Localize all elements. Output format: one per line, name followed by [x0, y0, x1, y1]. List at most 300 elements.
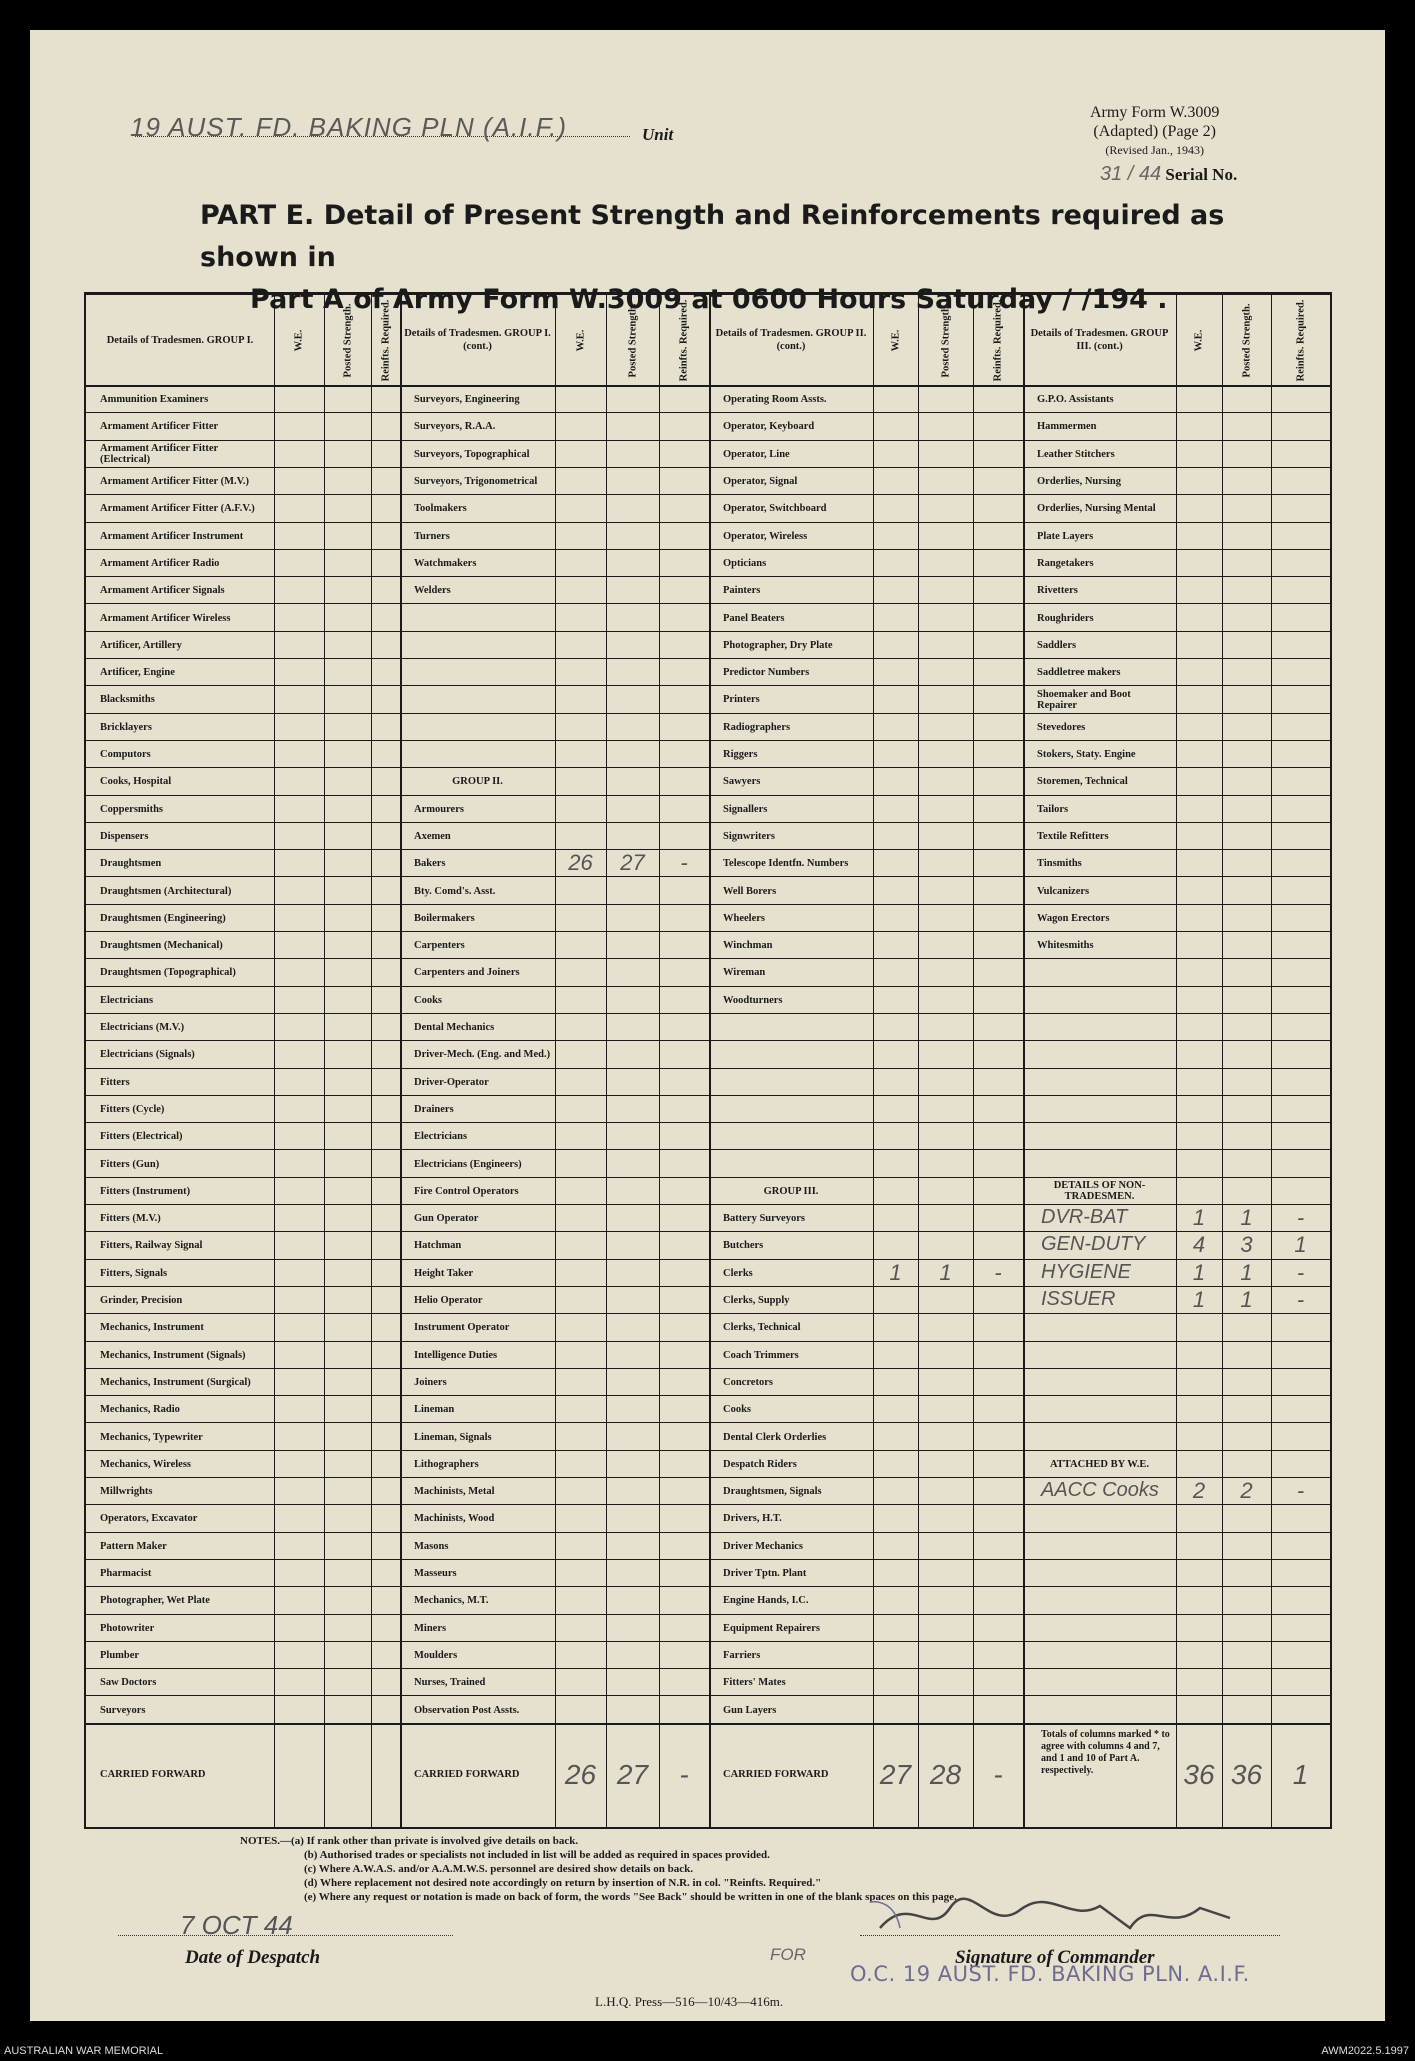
row-label: Turners — [414, 530, 450, 542]
unit-label: Unit — [642, 125, 674, 144]
row-label: Carpenters — [414, 940, 465, 952]
row-label: Rangetakers — [1037, 557, 1094, 569]
column-header-reinfts — [1271, 295, 1330, 385]
header-rule — [86, 385, 1330, 387]
row-label: Mechanics, Wireless — [100, 1458, 191, 1470]
row-label: Orderlies, Nursing Mental — [1037, 503, 1156, 515]
signature-line — [860, 1935, 1280, 1936]
row-label: Signallers — [723, 803, 768, 815]
row-label: Tailors — [1037, 803, 1069, 815]
row-label: Fitters (M.V.) — [100, 1213, 161, 1225]
row-label: Mechanics, Typewriter — [100, 1431, 203, 1443]
row-label: Leather Stitchers — [1037, 448, 1115, 460]
row-rule — [86, 1668, 1330, 1669]
column-rule — [873, 295, 874, 1827]
row-label: Photographer, Wet Plate — [100, 1595, 210, 1607]
row-label: Lithographers — [414, 1458, 479, 1470]
column-rule — [400, 295, 402, 1827]
column-header-text: Reinfts. Required. — [678, 299, 690, 381]
row-label: Battery Surveyors — [723, 1213, 805, 1225]
row-label: Electricians (Signals) — [100, 1049, 195, 1061]
footer-reinfts: 1 — [1292, 1758, 1309, 1790]
title-line-2: Part A of Army Form W.3009 at 0600 Hours Saturday / /194 . — [250, 284, 1168, 315]
row-rule — [86, 822, 1330, 823]
row-label: Wireman — [723, 967, 766, 979]
column-header-text: Posted Strength. — [940, 303, 952, 377]
row-rule — [86, 1450, 1330, 1451]
row-label: Armament Artificer Fitter (M.V.) — [100, 476, 249, 488]
archive-id: AWM2022.5.1997 — [1321, 2045, 1409, 2057]
row-label: Draughtsmen (Mechanical) — [100, 940, 223, 952]
row-rule — [86, 904, 1330, 905]
row-label: Mechanics, M.T. — [414, 1595, 489, 1607]
serial-label: Serial No. — [1165, 165, 1238, 184]
row-label: Nurses, Trained — [414, 1677, 486, 1689]
despatch-date-handwritten: 7 OCT 44 — [180, 1910, 293, 1940]
row-rule — [86, 876, 1330, 877]
row-label: Masseurs — [414, 1568, 457, 1580]
handwritten-posted: 3 — [1240, 1232, 1253, 1258]
row-label: Lineman — [414, 1404, 455, 1416]
row-label: Printers — [723, 694, 760, 706]
row-label: Driver Mechanics — [723, 1540, 803, 1552]
row-rule — [86, 986, 1330, 987]
handwritten-we: 2 — [1192, 1478, 1206, 1503]
row-label: Clerks — [723, 1267, 753, 1279]
column-header-text: W.E. — [293, 329, 305, 351]
row-rule — [86, 522, 1330, 523]
row-label: Surveyors, Trigonometrical — [414, 476, 538, 488]
column-rule — [1222, 295, 1223, 1827]
row-label: Painters — [723, 585, 761, 597]
row-label: Draughtsmen, Signals — [723, 1486, 822, 1498]
row-label: Drainers — [414, 1103, 454, 1115]
column-rule — [274, 295, 275, 1827]
row-label: Hatchman — [414, 1240, 462, 1252]
column-header-posted — [918, 295, 973, 385]
row-rule — [86, 713, 1330, 714]
row-label: Opticians — [723, 557, 767, 569]
row-label: Radiographers — [723, 721, 791, 733]
row-label: Surveyors — [100, 1704, 146, 1716]
column-rule — [371, 295, 372, 1827]
row-label: Carpenters and Joiners — [414, 967, 520, 979]
row-label: Telescope Identfn. Numbers — [723, 858, 849, 870]
non-tradesman-name: DVR-BAT — [1041, 1206, 1128, 1228]
row-label: Armament Artificer Wireless — [100, 612, 231, 624]
row-label: Intelligence Duties — [414, 1349, 498, 1361]
footer-posted: 27 — [616, 1758, 649, 1790]
column-header-text: Posted Strength. — [342, 303, 354, 377]
row-label: Engine Hands, I.C. — [723, 1595, 809, 1607]
row-rule — [86, 1368, 1330, 1369]
row-label: Blacksmiths — [100, 694, 155, 706]
row-label: Fitters (Instrument) — [100, 1185, 191, 1197]
row-label: Mechanics, Instrument (Signals) — [100, 1349, 246, 1361]
form-revised: (Revised Jan., 1943) — [1105, 143, 1204, 157]
row-label: Millwrights — [100, 1486, 153, 1498]
non-tradesman-name: ISSUER — [1041, 1287, 1116, 1310]
row-label: Vulcanizers — [1037, 885, 1090, 897]
row-rule — [86, 1532, 1330, 1533]
row-rule — [86, 1149, 1330, 1150]
column-header-we — [274, 295, 324, 385]
footer-we: 26 — [564, 1758, 597, 1790]
group-header: Details of Tradesmen. GROUP II. (cont.) — [715, 328, 867, 352]
unit-handwritten: 19 AUST. FD. BAKING PLN (A.I.F.) — [130, 112, 568, 142]
serial-handwritten: 31 / 44 — [1100, 163, 1162, 185]
row-label: Bakers — [414, 858, 446, 870]
row-rule — [86, 795, 1330, 796]
row-label: Watchmakers — [414, 557, 477, 569]
carried-forward-label: CARRIED FORWARD — [723, 1769, 829, 1781]
row-label: Driver-Operator — [414, 1076, 489, 1088]
row-rule — [86, 1395, 1330, 1396]
row-label: Machinists, Metal — [414, 1486, 495, 1498]
row-label: Surveyors, Topographical — [414, 448, 530, 460]
row-label: Stevedores — [1037, 721, 1086, 733]
column-header-posted — [606, 295, 659, 385]
serial-number — [1100, 163, 1237, 186]
row-rule — [86, 767, 1330, 768]
row-label: Computors — [100, 749, 151, 761]
row-label: Clerks, Supply — [723, 1295, 790, 1307]
row-label: Photographer, Dry Plate — [723, 639, 833, 651]
for-handwritten: FOR — [770, 1945, 806, 1964]
row-label: Saddlers — [1037, 639, 1077, 651]
row-label: Photowriter — [100, 1622, 155, 1634]
handwritten-posted: 1 — [1240, 1259, 1253, 1285]
row-label: Pattern Maker — [100, 1540, 167, 1552]
carried-forward-label: CARRIED FORWARD — [100, 1769, 206, 1781]
row-rule — [86, 1068, 1330, 1069]
title-line-1: PART E. Detail of Present Strength and Reinforcements required as shown in — [200, 200, 1225, 273]
row-rule — [86, 958, 1330, 959]
row-label: DETAILS OF NON-TRADESMEN. — [1053, 1180, 1146, 1203]
row-label: Joiners — [414, 1376, 447, 1388]
row-label: GROUP II. — [452, 776, 503, 788]
handwritten-reinfts: - — [1296, 1478, 1305, 1503]
handwritten-we: 1 — [1192, 1205, 1206, 1230]
footer-reinfts: - — [679, 1758, 689, 1790]
row-label: Storemen, Technical — [1037, 776, 1128, 788]
row-label: Coach Trimmers — [723, 1349, 799, 1361]
row-label: Roughriders — [1037, 612, 1094, 624]
row-label: Whitesmiths — [1037, 940, 1094, 952]
column-rule — [1023, 295, 1025, 1827]
handwritten-reinfts: - — [1296, 1286, 1305, 1312]
row-label: Signwriters — [723, 830, 775, 842]
row-label: Artificer, Artillery — [100, 639, 182, 651]
row-label: Fitters — [100, 1076, 130, 1088]
handwritten-reinfts: - — [680, 850, 688, 876]
row-label: Fitters (Electrical) — [100, 1131, 183, 1143]
column-header-we — [873, 295, 918, 385]
row-label: Electricians (M.V.) — [100, 1022, 185, 1034]
row-label: Fitters, Signals — [100, 1267, 168, 1279]
row-label: Helio Operator — [414, 1295, 483, 1307]
row-label: Panel Beaters — [723, 612, 785, 624]
row-rule — [86, 1586, 1330, 1587]
attached-name: AACC Cooks — [1041, 1479, 1159, 1501]
row-label: Surveyors, Engineering — [414, 394, 520, 406]
footer-reinfts: - — [993, 1758, 1003, 1790]
form-identifier — [1090, 103, 1219, 160]
handwritten-posted: 1 — [1240, 1205, 1253, 1230]
row-label: Operating Room Assts. — [723, 394, 827, 406]
column-rule — [555, 295, 556, 1827]
form-adapted: (Adapted) (Page 2) — [1093, 123, 1216, 140]
row-label: Operator, Signal — [723, 476, 798, 488]
row-label: Hammermen — [1037, 421, 1097, 433]
footer-we: 27 — [879, 1758, 912, 1790]
row-label: Dental Clerk Orderlies — [723, 1431, 827, 1443]
row-label: Armament Artificer Fitter — [100, 421, 219, 433]
row-label: Grinder, Precision — [100, 1295, 183, 1307]
row-label: Butchers — [723, 1240, 764, 1252]
note-line: (d) Where replacement not desired note accordingly on return by insertion of N.R. in col. "Reinfts. Required." — [304, 1877, 822, 1889]
form-page — [30, 30, 1385, 2021]
row-label: Rivetters — [1037, 585, 1078, 597]
column-rule — [324, 295, 325, 1827]
column-rule — [1271, 295, 1272, 1827]
row-label: Equipment Repairers — [723, 1622, 820, 1634]
row-label: ATTACHED BY W.E. — [1050, 1458, 1149, 1470]
row-label: Fire Control Operators — [414, 1185, 519, 1197]
column-header-text: Reinfts. Required. — [380, 299, 392, 381]
row-label: Plumber — [100, 1649, 140, 1661]
handwritten-we: 1 — [889, 1259, 902, 1285]
handwritten-we: 1 — [1192, 1259, 1206, 1285]
row-label: Gun Operator — [414, 1213, 479, 1225]
row-label: Cooks, Hospital — [100, 776, 172, 788]
row-label: Armament Artificer Signals — [100, 585, 225, 597]
column-header-text: W.E. — [889, 329, 901, 351]
row-label: Operator, Line — [723, 448, 790, 460]
row-label: Bty. Comd's. Asst. — [414, 885, 496, 897]
row-label: Boilermakers — [414, 912, 475, 924]
column-header-we — [1176, 295, 1222, 385]
row-label: Cooks — [723, 1404, 752, 1416]
row-label: Welders — [414, 585, 451, 597]
column-rule — [606, 295, 607, 1827]
row-rule — [86, 494, 1330, 495]
footer-posted: 36 — [1230, 1758, 1263, 1790]
row-label: Tinsmiths — [1037, 858, 1082, 870]
row-label: Draughtsmen (Topographical) — [100, 967, 236, 979]
row-label: Mechanics, Radio — [100, 1404, 180, 1416]
row-label: Mechanics, Instrument — [100, 1322, 204, 1334]
row-label: Well Borers — [723, 885, 777, 897]
row-label: G.P.O. Assistants — [1037, 394, 1114, 406]
row-label: Lineman, Signals — [414, 1431, 492, 1443]
row-label: Textile Refitters — [1037, 830, 1109, 842]
unit-stamp: O.C. 19 AUST. FD. BAKING PLN. A.I.F. — [850, 1962, 1250, 1986]
row-rule — [86, 549, 1330, 550]
row-rule — [86, 1641, 1330, 1642]
group-header: Details of Tradesmen. GROUP I. — [106, 334, 254, 346]
row-label: Despatch Riders — [723, 1458, 797, 1470]
row-label: Machinists, Wood — [414, 1513, 495, 1525]
row-label: Miners — [414, 1622, 447, 1634]
row-label: Armament Artificer Instrument — [100, 530, 244, 542]
notes — [240, 1834, 957, 1904]
despatch-label: Date of Despatch — [185, 1947, 321, 1968]
row-label: Bricklayers — [100, 721, 152, 733]
row-label: Operators, Excavator — [100, 1513, 198, 1525]
handwritten-we: 4 — [1192, 1232, 1206, 1258]
column-header-text: W.E. — [1193, 329, 1205, 351]
row-label: Ammunition Examiners — [100, 394, 209, 406]
row-rule — [86, 576, 1330, 577]
row-rule — [86, 931, 1330, 932]
row-label: Armament Artificer Radio — [100, 557, 220, 569]
note-line: (b) Authorised trades or specialists not included in list will be added as required in spaces provided. — [304, 1849, 770, 1861]
column-header-text: Reinfts. Required. — [992, 299, 1004, 381]
column-rule — [1176, 295, 1177, 1827]
strength-table — [84, 292, 1332, 1829]
note-line: NOTES.—(a) If rank other than private is involved give details on back. — [240, 1835, 579, 1847]
handwritten-posted: 2 — [1240, 1478, 1253, 1503]
handwritten-posted: 1 — [1240, 1286, 1253, 1312]
signature-label: Signature of Commander — [955, 1947, 1155, 1968]
row-label: Toolmakers — [414, 503, 467, 515]
row-label: Sawyers — [723, 776, 761, 788]
footer-we: 36 — [1183, 1758, 1215, 1790]
row-label: Height Taker — [414, 1267, 474, 1279]
row-label: Mechanics, Instrument (Surgical) — [100, 1376, 251, 1388]
column-header-posted — [1222, 295, 1271, 385]
column-header-reinfts — [973, 295, 1023, 385]
row-label: Dental Mechanics — [414, 1022, 495, 1034]
row-rule — [86, 603, 1330, 604]
row-label: Woodturners — [723, 994, 783, 1006]
row-label: Clerks, Technical — [723, 1322, 801, 1334]
row-label: Draughtsmen (Architectural) — [100, 885, 232, 897]
row-label: Operator, Keyboard — [723, 421, 815, 433]
row-label: Armourers — [414, 803, 464, 815]
row-label: Predictor Numbers — [723, 667, 810, 679]
row-label: Concretors — [723, 1376, 773, 1388]
row-label: Stokers, Staty. Engine — [1037, 749, 1136, 761]
handwritten-we: 26 — [568, 850, 593, 876]
row-rule — [86, 631, 1330, 632]
row-label: Wagon Erectors — [1037, 912, 1110, 924]
row-rule — [86, 1095, 1330, 1096]
handwritten-posted: 27 — [620, 850, 645, 876]
row-label: Fitters (Cycle) — [100, 1103, 165, 1115]
row-label: Observation Post Assts. — [414, 1704, 520, 1716]
row-label: Riggers — [723, 749, 758, 761]
press-mark: L.H.Q. Press—516—10/43—416m. — [595, 1994, 784, 2009]
row-label: GROUP III. — [763, 1185, 819, 1197]
handwritten-we: 1 — [1192, 1286, 1206, 1312]
row-rule — [86, 1422, 1330, 1423]
row-label: Fitters, Railway Signal — [100, 1240, 203, 1252]
note-line: (e) Where any request or notation is made on back of form, the words "See Back" should be written in one of the blank spaces on this page. — [304, 1891, 957, 1903]
row-label: Orderlies, Nursing — [1037, 476, 1121, 488]
row-rule — [86, 685, 1330, 686]
group-header: Details of Tradesmen. GROUP I. (cont.) — [404, 328, 551, 352]
row-label: Gun Layers — [723, 1704, 777, 1716]
handwritten-reinfts: 1 — [1294, 1232, 1307, 1258]
row-rule — [86, 658, 1330, 659]
row-label: Masons — [414, 1540, 449, 1552]
non-tradesman-name: HYGIENE — [1041, 1260, 1132, 1283]
row-label: Pharmacist — [100, 1568, 152, 1580]
row-label: Axemen — [414, 830, 451, 842]
row-rule — [86, 1504, 1330, 1505]
row-label: Cooks — [414, 994, 443, 1006]
row-rule — [86, 1559, 1330, 1560]
row-rule — [86, 740, 1330, 741]
non-tradesman-name: GEN-DUTY — [1041, 1233, 1146, 1256]
row-rule — [86, 1695, 1330, 1696]
row-label: Dispensers — [100, 830, 149, 842]
row-label: Moulders — [414, 1649, 458, 1661]
handwritten-posted: 1 — [939, 1259, 952, 1285]
row-rule — [86, 1040, 1330, 1041]
commander-signature — [870, 1888, 1290, 1948]
row-rule — [86, 1177, 1330, 1178]
row-rule — [86, 1313, 1330, 1314]
row-label: Winchman — [723, 940, 773, 952]
row-label: Saddletree makers — [1037, 667, 1121, 679]
row-rule — [86, 1614, 1330, 1615]
column-rule — [709, 295, 711, 1827]
note-line: (c) Where A.W.A.S. and/or A.A.M.W.S. personnel are desired show details on back. — [304, 1863, 694, 1875]
row-label: Electricians (Engineers) — [414, 1158, 522, 1170]
archive-caption: AUSTRALIAN WAR MEMORIAL — [4, 2045, 164, 2057]
column-header-text: W.E. — [574, 329, 586, 351]
row-label: Fitters' Mates — [723, 1677, 786, 1689]
column-rule — [973, 295, 974, 1827]
handwritten-reinfts: - — [1296, 1259, 1305, 1285]
group-header: Details of Tradesmen. GROUP III. (cont.) — [1030, 328, 1169, 352]
column-header-text: Reinfts. Required. — [1295, 299, 1307, 381]
row-label: Farriers — [723, 1649, 761, 1661]
row-rule — [86, 440, 1330, 441]
column-rule — [659, 295, 660, 1827]
row-label: Wheelers — [723, 912, 765, 924]
row-label: Drivers, H.T. — [723, 1513, 782, 1525]
row-label: Draughtsmen — [100, 858, 162, 870]
column-header-reinfts — [371, 295, 400, 385]
row-label: Shoemaker and Boot Repairer — [1037, 688, 1131, 711]
column-rule — [918, 295, 919, 1827]
handwritten-reinfts: - — [1296, 1205, 1305, 1230]
column-header-reinfts — [659, 295, 709, 385]
row-label: Electricians — [414, 1131, 468, 1143]
row-label: Armament Artificer Fitter (A.F.V.) — [100, 503, 255, 515]
form-number: Army Form W.3009 — [1090, 104, 1220, 121]
totals-instruction: Totals of columns marked * to agree with columns 4 and 7, and 1 and 10 of Part A. respectively. — [1041, 1728, 1170, 1776]
row-label: Saw Doctors — [100, 1677, 157, 1689]
row-rule — [86, 1122, 1330, 1123]
row-label: Draughtsmen (Engineering) — [100, 912, 226, 924]
column-header-text: Posted Strength. — [627, 303, 639, 377]
row-label: Driver-Mech. (Eng. and Med.) — [414, 1049, 551, 1061]
column-header-we — [555, 295, 606, 385]
handwritten-reinfts: - — [994, 1259, 1002, 1285]
row-label: Fitters (Gun) — [100, 1158, 160, 1170]
row-label: Electricians — [100, 994, 154, 1006]
row-label: Coppersmiths — [100, 803, 164, 815]
row-label: Operator, Switchboard — [723, 503, 827, 515]
row-rule — [86, 1341, 1330, 1342]
column-header-text: Posted Strength. — [1241, 303, 1253, 377]
row-rule — [86, 467, 1330, 468]
